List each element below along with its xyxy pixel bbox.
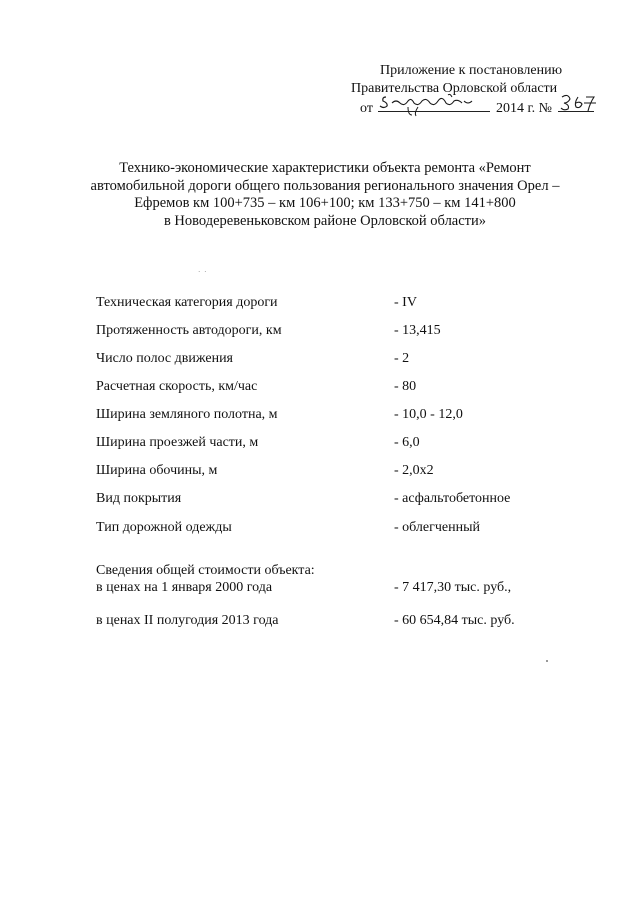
header-line-2: Правительства Орловской области <box>351 80 558 96</box>
handwritten-date <box>378 97 490 112</box>
cost-label: в ценах II полугодия 2013 года <box>96 613 279 628</box>
title-line-2: автомобильной дороги общего пользования регионального значения Орел – <box>90 177 560 194</box>
scan-dot <box>546 660 548 662</box>
spec-value: - облегченный <box>394 520 481 535</box>
spec-label: Техническая категория дороги <box>96 295 278 310</box>
spec-value: - асфальтобетонное <box>394 491 511 506</box>
spec-label: Ширина обочины, м <box>96 463 218 478</box>
spec-label: Вид покрытия <box>96 491 182 506</box>
title-line-3: Ефремов км 100+735 – км 106+100; км 133+750 – км 141+800 <box>134 195 516 211</box>
cost-intro: Сведения общей стоимости объекта: <box>96 563 315 578</box>
cost-value: - 60 654,84 тыс. руб. <box>394 613 515 628</box>
header-line-1: Приложение к постановлению <box>380 63 563 78</box>
spec-value: - 80 <box>394 379 417 394</box>
spec-label: Протяженность автодороги, км <box>96 323 282 338</box>
spec-value: - IV <box>394 295 417 310</box>
spec-label: Тип дорожной одежды <box>96 520 232 535</box>
scan-speckle: · · <box>198 268 208 276</box>
spec-value: - 6,0 <box>394 435 420 450</box>
spec-value: - 2 <box>394 351 410 366</box>
title-line-1: Технико-экономические характеристики объекта ремонта «Ремонт <box>119 160 531 176</box>
spec-label: Расчетная скорость, км/час <box>96 379 258 394</box>
title-line-4: в Новодеревеньковском районе Орловской области» <box>163 212 487 229</box>
document-title <box>60 160 590 230</box>
handwritten-number <box>558 97 594 112</box>
header-date-line <box>340 97 600 118</box>
cost-value: - 7 417,30 тыс. руб., <box>394 580 512 595</box>
spec-value: - 2,0х2 <box>394 463 434 478</box>
spec-label: Ширина проезжей части, м <box>96 435 259 450</box>
spec-value: - 10,0 - 12,0 <box>394 407 463 422</box>
spec-label: Ширина земляного полотна, м <box>96 407 278 422</box>
appendix-header <box>340 62 600 118</box>
handwritten-number-signature <box>558 91 598 117</box>
spec-value: - 13,415 <box>394 323 441 338</box>
cost-label: в ценах на 1 января 2000 года <box>96 580 273 595</box>
from-prefix: от <box>360 101 373 116</box>
year-and-number-label: 2014 г. № <box>495 101 552 116</box>
spec-label: Число полос движения <box>96 351 233 366</box>
handwritten-date-signature <box>378 91 490 117</box>
